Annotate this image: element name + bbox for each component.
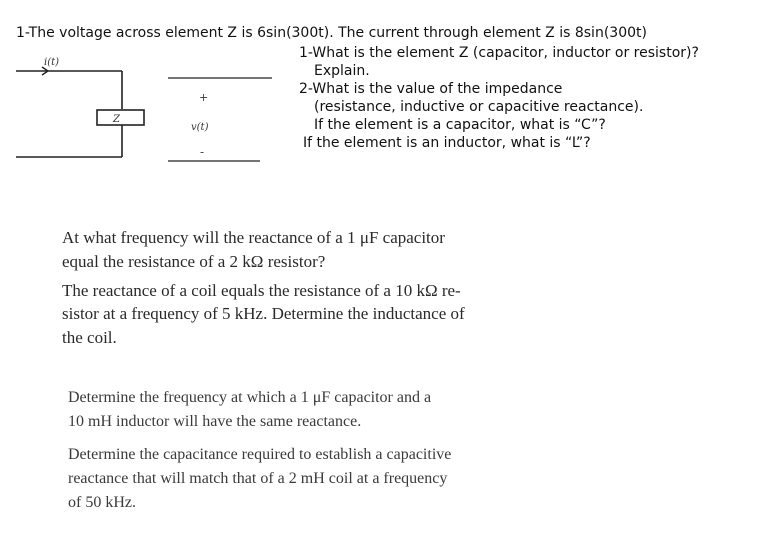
- element-z-box: [97, 110, 144, 125]
- question-4: If the element is an inductor, what is “L”?: [303, 135, 591, 151]
- question-2-sub: (resistance, inductive or capacitive reactance).: [314, 99, 644, 115]
- minus-sign: -: [200, 145, 205, 159]
- problem-a-line-1: At what frequency will the reactance of a 1 μF capacitor: [62, 228, 445, 247]
- problem-d-line-1: Determine the capacitance required to establish a capacitive: [68, 446, 452, 463]
- problem-d-line-3: of 50 kHz.: [68, 494, 136, 511]
- element-z-label: Z: [113, 114, 120, 125]
- problem-d-line-2: reactance that will match that of a 2 mH coil at a frequency: [68, 470, 448, 487]
- problem-c-line-1: Determine the frequency at which a 1 μF capacitor and a: [68, 389, 432, 406]
- intro-text: 1-The voltage across element Z is 6sin(300t). The current through element Z is 8sin(300t): [16, 25, 647, 41]
- current-label: i(t): [44, 57, 60, 68]
- voltage-label: v(t): [191, 122, 209, 133]
- circuit-diagram: [0, 50, 290, 170]
- problem-b-line-1: The reactance of a coil equals the resistance of a 10 kΩ re-: [62, 281, 461, 300]
- question-1-sub: Explain.: [314, 63, 370, 79]
- question-2: 2-What is the value of the impedance: [299, 81, 563, 97]
- problem-b-line-3: the coil.: [62, 328, 117, 347]
- problem-a-line-2: equal the resistance of a 2 kΩ resistor?: [62, 252, 326, 271]
- problem-b-line-2: sistor at a frequency of 5 kHz. Determine the inductance of: [62, 304, 465, 323]
- question-1: 1-What is the element Z (capacitor, inductor or resistor)?: [299, 45, 699, 61]
- question-3: If the element is a capacitor, what is “C”?: [314, 117, 606, 133]
- plus-sign: +: [199, 91, 209, 104]
- problem-c-line-2: 10 mH inductor will have the same reactance.: [68, 413, 362, 430]
